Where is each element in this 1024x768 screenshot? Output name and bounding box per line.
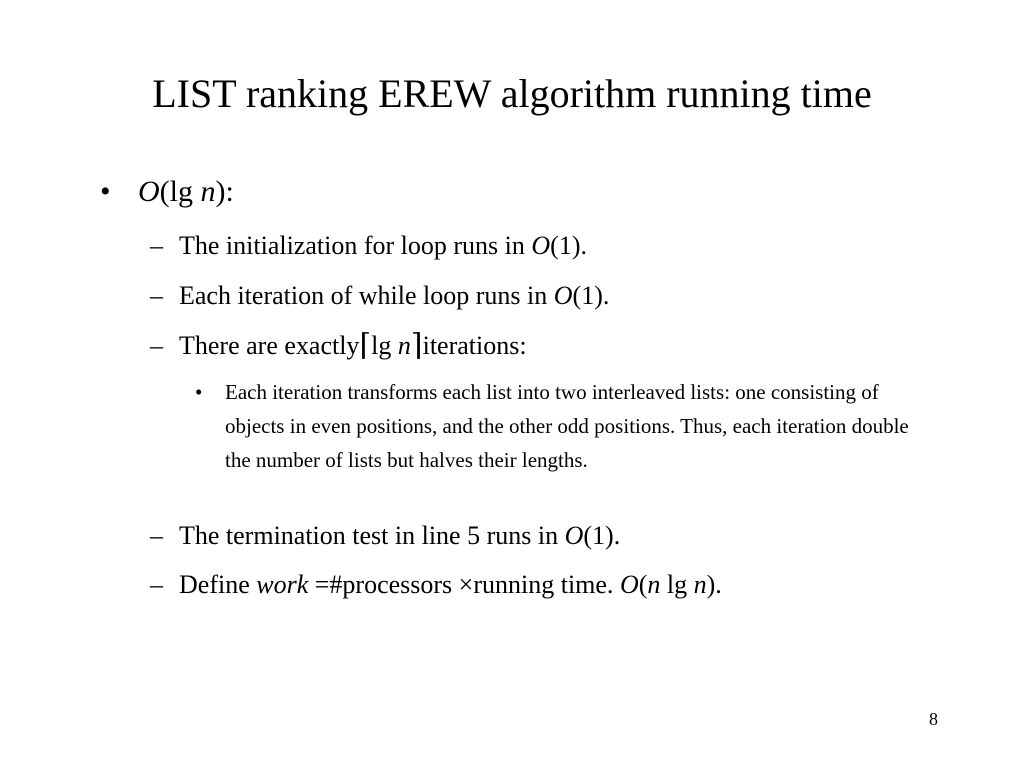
subitem-suffix: (1). <box>550 231 587 260</box>
close-text: ): <box>215 175 234 208</box>
subitem-text: The termination test in line 5 runs in <box>179 521 565 550</box>
big-o-symbol: O <box>564 521 584 550</box>
dash-icon: – <box>150 331 163 360</box>
subitem-iterations <box>150 327 527 364</box>
subitem-initialization <box>150 228 587 264</box>
lg-text: lg <box>660 570 694 599</box>
subitem-suffix: (1). <box>583 521 621 550</box>
close-text: ). <box>706 570 722 599</box>
subitem-text: Each iteration of while loop runs in <box>179 281 554 310</box>
bullet-icon: • <box>100 175 111 208</box>
big-o-symbol: O <box>553 281 573 310</box>
big-o-symbol: O <box>138 175 160 208</box>
sub-bullet-iteration-detail <box>195 375 935 477</box>
subitem-suffix: iterations: <box>422 331 527 360</box>
dash-icon: – <box>150 521 163 550</box>
subitem-text: The initialization for loop runs in <box>179 231 532 260</box>
processors-text: =#processors <box>308 570 459 599</box>
variable-n: n <box>397 331 411 360</box>
ceil-right-icon: ⌉ <box>410 329 423 362</box>
variable-n: n <box>693 570 707 599</box>
sub-bullet-text: Each iteration transforms each list into two interleaved lists: one consisting of objects in even positions, and the other odd positions. Thus, each iteration double the number of lists but halves their lengths. <box>225 380 909 472</box>
bullet-level1-complexity <box>100 172 234 212</box>
dash-icon: – <box>150 231 163 260</box>
ceil-left-icon: ⌈ <box>359 329 372 362</box>
subitem-text: There are exactly <box>179 331 360 360</box>
dash-icon: – <box>150 281 163 310</box>
subitem-define-work <box>150 567 722 603</box>
subitem-suffix: (1). <box>572 281 610 310</box>
subitem-while-loop <box>150 278 609 314</box>
slide-title: LIST ranking EREW algorithm running time <box>152 71 872 116</box>
lg-text: lg <box>371 331 398 360</box>
variable-n: n <box>200 175 216 208</box>
times-icon: × <box>458 570 474 599</box>
bullet-icon: • <box>195 380 203 404</box>
big-o-symbol: O <box>531 231 551 260</box>
running-time-text: running time. <box>473 570 620 599</box>
page-number: 8 <box>929 709 938 729</box>
dash-icon: – <box>150 570 163 599</box>
variable-n: n <box>647 570 661 599</box>
subitem-text: Define <box>179 570 257 599</box>
work-term: work <box>256 570 309 599</box>
big-o-symbol: O <box>619 570 639 599</box>
lg-open-text: (lg <box>159 175 201 208</box>
subitem-termination-test <box>150 518 620 554</box>
open-paren: ( <box>638 570 648 599</box>
